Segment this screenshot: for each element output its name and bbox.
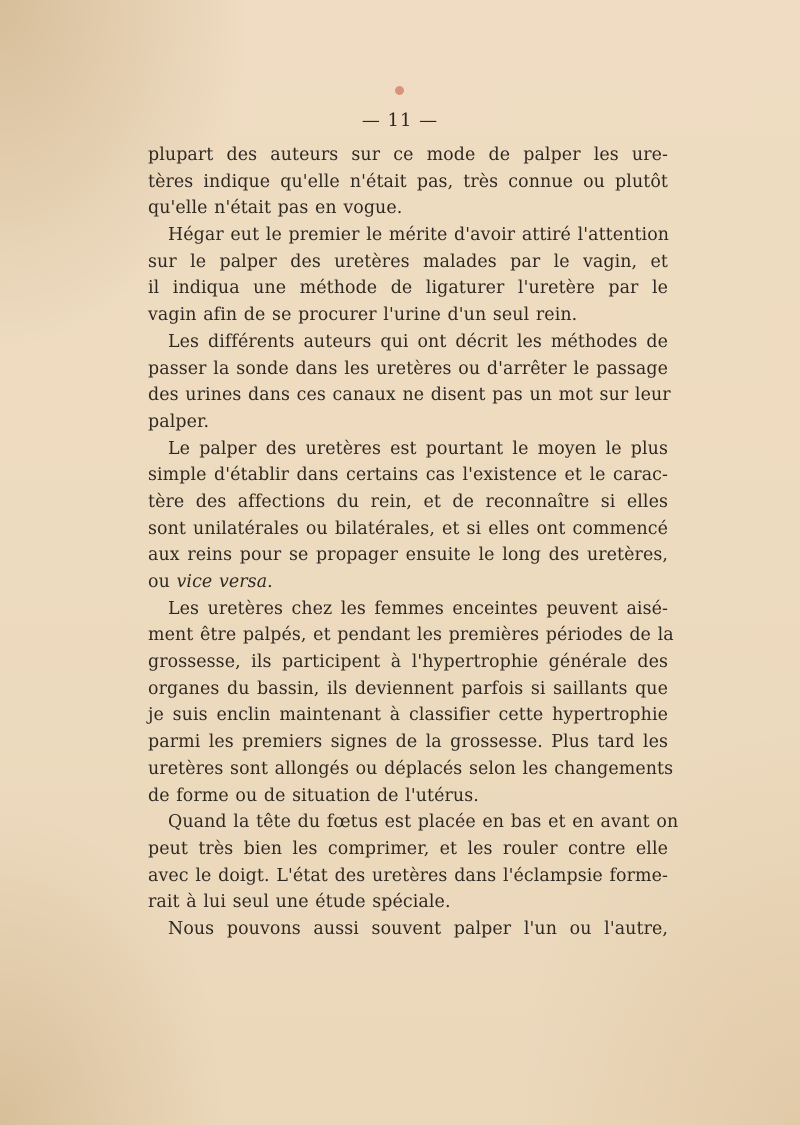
text-line: passer la sonde dans les uretères ou d'arrêter le passage: [148, 358, 668, 379]
text-line: qu'elle n'était pas en vogue.: [148, 198, 403, 219]
text-line: ment être palpés, et pendant les premières périodes de la: [148, 625, 674, 646]
ink-spot: [395, 86, 404, 95]
text-line: grossesse, ils participent à l'hypertrophie générale des: [148, 652, 668, 673]
text-line: simple d'établir dans certains cas l'existence et le carac-: [148, 465, 668, 486]
text-line: rait à lui seul une étude spéciale.: [148, 892, 451, 913]
text-line: Le palper des uretères est pourtant le moyen le plus: [168, 438, 668, 459]
text-line: uretères sont allongés ou déplacés selon les changements: [148, 758, 674, 779]
text-line: plupart des auteurs sur ce mode de palper les ure-: [148, 145, 668, 165]
text-line: palper.: [148, 411, 210, 432]
text-line: peut très bien les comprimer, et les rouler contre elle: [148, 838, 668, 859]
body-text: [148, 142, 679, 943]
text-line: avec le doigt. L'état des uretères dans l'éclampsie forme-: [148, 865, 668, 886]
text-line: il indiqua une méthode de ligaturer l'uretère par le: [148, 278, 668, 299]
text-line-italic: ou vice versa.: [148, 572, 273, 592]
text-line: Les différents auteurs qui ont décrit les méthodes de: [168, 331, 668, 352]
text-line: de forme ou de situation de l'utérus.: [148, 785, 479, 806]
text-line: Les uretères chez les femmes enceintes peuvent aisé-: [168, 598, 668, 619]
text-line: organes du bassin, ils deviennent parfois si saillants que: [148, 678, 668, 699]
text-line: tère des affections du rein, et de reconnaître si elles: [148, 491, 668, 512]
text-line: Hégar eut le premier le mérite d'avoir attiré l'attention: [168, 225, 670, 246]
text-line: tères indique qu'elle n'était pas, très connue ou plutôt: [148, 171, 668, 192]
text-line: des urines dans ces canaux ne disent pas un mot sur leur: [148, 385, 671, 406]
text-line: parmi les premiers signes de la grossesse. Plus tard les: [148, 732, 668, 753]
text-line: Quand la tête du fœtus est placée en bas et en avant on: [168, 812, 679, 833]
text-line: sont unilatérales ou bilatérales, et si elles ont commencé: [148, 518, 668, 539]
text-line: sur le palper des uretères malades par le vagin, et: [148, 251, 668, 272]
text-line: Nous pouvons aussi souvent palper l'un ou l'autre,: [168, 918, 668, 939]
page-number: — 11 —: [361, 110, 439, 131]
text-line: aux reins pour se propager ensuite le long des uretères,: [148, 545, 668, 566]
text-line: je suis enclin maintenant à classifier cette hypertrophie: [148, 705, 668, 726]
text-line: vagin afin de se procurer l'urine d'un seul rein.: [148, 305, 578, 326]
